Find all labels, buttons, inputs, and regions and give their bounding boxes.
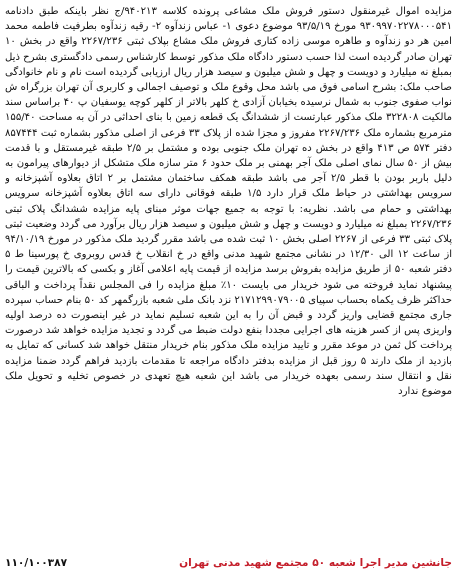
- notice-footer: [5, 554, 452, 572]
- notice-signature: جانشین مدیر اجرا شعبه ۵۰ مجتمع شهید مدنی تهران: [179, 557, 452, 569]
- notice-ad-code: ۱۱۰/۱۰۰۳۸۷: [5, 557, 68, 569]
- notice-body-text: مزایده اموال غیرمنقول دستور فروش ملک مشاعی پرونده کلاسه ۹۴۰۲۱۳/ج نظر باینکه طبق دادنامه ۹۳۰۹۹۷۰۲۲۷۸۰۰۰۵۴۱ مورخ ۹۳/۵/۱۹ موضوع دعوی ۱- عباس زندآوه ۲- رقیه زندآوه بطرفیت فاطمه محمد امین هر دو زندآوه و طاهره موسی زاده کتاری فروش ملک مشاع بپلاک ثبتی ۲۲۶۷/۲۳۶ واقع در بخش ۱۰ تهران صادر گردیده است لذا حسب دستور دادگاه ملک مذکور توسط کارشناس رسمی دادگستری بشرح ذیل بمبلغ نه میلیارد و دویست و چهل و شش میلیون و سیصد هزار ریال ارزیابی گردیده است نام و نام خانوادگی صاحب ملک: بشرح اسامی فوق می باشد محل وقوع ملک و توصیف اجمالی و کاربری آن تهران بزرگراه ش نواب صفوی جنوب به شمال نرسیده بخیابان آزادی خ کلهر بالاتر از کلهر کوچه یوسفیان پ ۴۰ براساس سند مالکیت ۳۲۲۸۰۸ ملک مذکور عبارتست از ششدانگ یک قطعه زمین با بنای احداثی در آن به مساحت ۱۵۵/۴۰ مترمربع بشماره ملک ۲۲۶۷/۲۳۶ مفروز و مجزا شده از پلاک ۳۳ فرعی از اصلی مذکور بشماره ثبت ۸۵۷۴۴۴ دفتر ۵۷۴ ص ۴۱۳ واقع در بخش ده تهران ملک جنوبی بوده و مشتمل بر ۲/۵ طبقه غیرمستقل و با قدمت بیش از ۵۰ سال نمای اصلی ملک آجر بهمنی بر ملک حدود ۶ متر سازه ملک متشکل از دیوارهای پیرامون به دلیل باربر بودن با قطر ۲/۵ آجر می باشد طبقه همکف ساختمان مشتمل بر ۲ اتاق بعلاوه آشپزخانه و سرویس بهداشتی در حیاط ملک قرار دارد ۱/۵ طبقه فوقانی دارای سه اتاق بعلاوه آشپزخانه سرویس بهداشتی و حمام می باشد. نظریه: با توجه به جمیع جهات موثر مبنای پایه مزایده ششدانگ پلاک ثبتی ۲۲۶۷/۲۳۶ بمبلغ نه میلیارد و دویست و چهل و شش میلیون و سیصد هزار ریال برآورد می گردد وضعیت ثبتی پلاک ثبتی ۳۳ فرعی از ۲۲۶۷ اصلی بخش ۱۰ ثبت شده می باشد مقرر گردید ملک مذکور در مورخ ۹۴/۱۰/۱۹ از ساعت ۱۲ الی ۱۲/۳۰ در نشانی مجتمع شهید مدنی واقع در خ انقلاب خ قدس روبروی خ پورسینا ط ۵ دفتر شعبه ۵۰ از طریق مزایده بفروش برسد مزایده از قیمت پایه اعلامی آغاز و بکسی که بالاترین قیمت را پیشنهاد نماید فروخته می شود خریدار می بایست ۱۰٪ مبلغ مزایده را فی المجلس نقداً پرداخت و الباقی حداکثر ظرف یکماه بحساب سپیای ۲۱۷۱۲۹۹۰۷۹۰۰۵ نزد بانک ملی شعبه بازرگمهر کد ۵۰ بنام حساب سپرده جاری مجتمع قضایی واریز گردد و قبض آن را به این شعبه تسلیم نماید در غیر اینصورت ده درصد اولیه واریزی پس از کسر هزینه های اجرایی مجددا بنفع دولت ضبط می گردد و تجدید مزایده خواهد شد درصورت پرداخت کل ثمن در موعد مقرر و تایید مزایده ملک مذکور بنام خریدار منتقل خواهد شد کسانی که تمایل به بازدید از ملک دارند ۵ روز قبل از مزایده بدفتر دادگاه مراجعه تا مقدمات بازدید فراهم گردد ضمنا مزایده نقل و انتقال سند رسمی بعهده خریدار می باشد این شعبه هیچ تعهدی در خصوص تخلیه و تحویل ملک موضوع ندارد: [5, 6, 452, 398]
